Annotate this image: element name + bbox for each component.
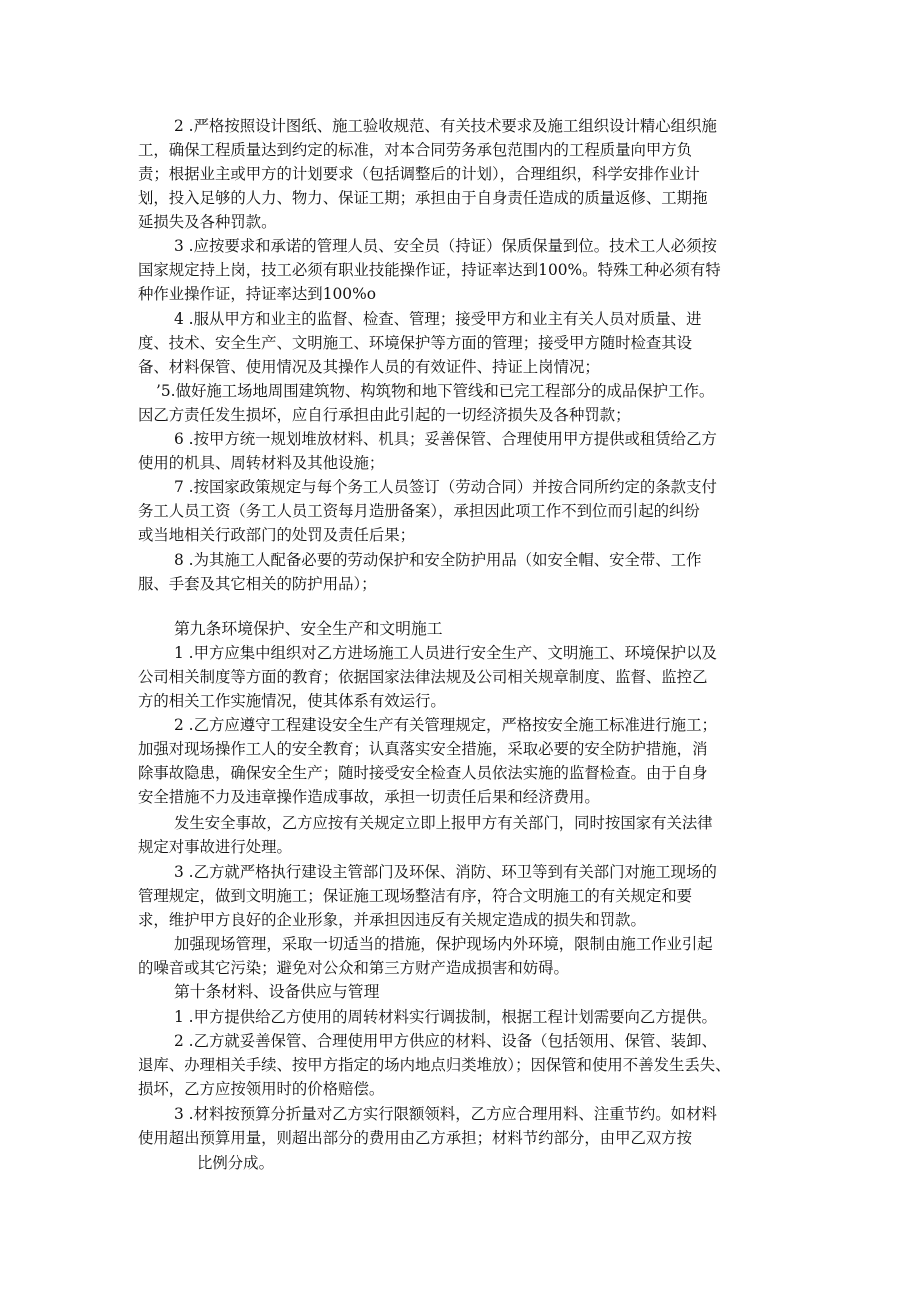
clause-9-closing-line-2: 的噪音或其它污染；避免对公众和第三方财产造成损害和妨碍。: [138, 959, 569, 977]
clause-10-item-1-line-1: 1 .甲方提供给乙方使用的周转材料实行调拔制，根据工程计划需要向乙方提供。: [174, 1008, 717, 1026]
clause-10-item-2-line-1: 2 .乙方就妥善保管、合理使用甲方供应的材料、设备（包括领用、保管、装卸、: [174, 1032, 717, 1050]
clause-9-item-1-line-2: 公司相关制度等方面的教育；依据国家法律法规及公司相关规章制度、监督、监控乙: [138, 668, 708, 686]
clause-9-item-2-line-1: 2 .乙方应遵守工程建设安全生产有关管理规定，严格按安全施工标准进行施工；: [174, 716, 717, 734]
clause-9-item-3-line-3: 求，维护甲方良好的企业形象，并承担因违反有关规定造成的损失和罚款。: [138, 911, 646, 929]
clause-8-item-6-line-1: 6 .按甲方统一规划堆放材料、机具；妥善保管、合理使用甲方提供或租赁给乙方: [174, 430, 717, 448]
clause-10-item-3-line-2: 使用超出预算用量，则超出部分的费用由乙方承担；材料节约部分，由甲乙双方按: [138, 1129, 693, 1147]
clause-9-item-1-line-1: 1 .甲方应集中组织对乙方进场施工人员进行安全生产、文明施工、环境保护以及: [174, 644, 717, 662]
clause-9-closing-line-1: 加强现场管理，采取一切适当的措施，保护现场内外环境，限制由施工作业引起: [174, 935, 713, 953]
clause-8-item-2-line-4: 划，投入足够的人力、物力、保证工期；承担由于自身责任造成的质量返修、工期拖: [138, 189, 708, 207]
clause-8-item-4-line-3: 备、材料保管、使用情况及其操作人员的有效证件、持证上岗情况；: [138, 358, 600, 376]
clause-10-item-3-line-3: 比例分成。: [197, 1154, 274, 1172]
clause-9-paragraph-line-2: 规定对事故进行处理。: [138, 838, 292, 856]
clause-8-item-4-line-1: 4 .服从甲方和业主的监督、检查、管理；接受甲方和业主有关人员对质量、进: [174, 310, 702, 328]
clause-8-item-6-line-2: 使用的机具、周转材料及其他设施；: [138, 454, 385, 472]
clause-8-item-5-line-2: 因乙方责任发生损坏，应自行承担由此引起的一切经济损失及各种罚款；: [138, 406, 631, 424]
clause-8-item-3-line-2: 国家规定持上岗，技工必须有职业技能操作证，持证率达到100%。特殊工种必须有特: [138, 261, 721, 279]
clause-10-heading: 第十条材料、设备供应与管理: [174, 982, 380, 1001]
clause-9-paragraph-line-1: 发生安全事故，乙方应按有关规定立即上报甲方有关部门，同时按国家有关法律: [174, 814, 713, 832]
clause-8-item-7-line-1: 7 .按国家政策规定与每个务工人员签订（劳动合同）并按合同所约定的条款支付: [174, 478, 717, 496]
clause-8-item-2-line-3: 责；根据业主或甲方的计划要求（包括调整后的计划），合理组织，科学安排作业计: [138, 165, 700, 183]
clause-8-item-2-line-5: 延损失及各种罚款。: [138, 213, 277, 231]
clause-8-item-2-line-2: 工，确保工程质量达到约定的标准，对本合同劳务承包范围内的工程质量向甲方负: [138, 141, 693, 159]
clause-8-item-3-line-1: 3 .应按要求和承诺的管理人员、安全员（持证）保质保量到位。技术工人必须按: [174, 237, 717, 255]
clause-10-item-2-line-2: 退库、办理相关手续、按甲方指定的场内地点归类堆放）；因保管和使用不善发生丢失、: [138, 1056, 731, 1074]
clause-9-item-2-line-4: 安全措施不力及违章操作造成事故，承担一切责任后果和经济费用。: [138, 788, 600, 806]
clause-10-item-3-line-1: 3 .材料按预算分折量对乙方实行限额领料，乙方应合理用料、注重节约。如材料: [174, 1105, 717, 1123]
clause-8-item-5-line-1: ’5.做好施工场地周围建筑物、构筑物和地下管线和已完工程部分的成品保护工作。: [156, 382, 715, 400]
clause-8-item-4-line-2: 度、技术、安全生产、文明施工、环境保护等方面的管理；接受甲方随时检查其设: [138, 334, 693, 352]
clause-9-item-3-line-1: 3 .乙方就严格执行建设主管部门及环保、消防、环卫等到有关部门对施工现场的: [174, 863, 717, 881]
clause-9-item-3-line-2: 管理规定，做到文明施工；保证施工现场整洁有序，符合文明施工的有关规定和要: [138, 887, 693, 905]
clause-9-item-2-line-3: 除事故隐患，确保安全生产；随时接受安全检查人员依法实施的监督检查。由于自身: [138, 764, 708, 782]
clause-9-item-2-line-2: 加强对现场操作工人的安全教育；认真落实安全措施，采取必要的安全防护措施，消: [138, 740, 708, 758]
clause-9-item-1-line-3: 方的相关工作实施情况，使其体系有效运行。: [138, 692, 446, 710]
clause-10-item-2-line-3: 损坏，乙方应按领用时的价格赔偿。: [138, 1080, 385, 1098]
clause-8-item-2-line-1: 2 .严格按照设计图纸、施工验收规范、有关技术要求及施工组织设计精心组织施: [174, 117, 717, 135]
clause-8-item-3-line-3: 种作业操作证，持证率达到100%o: [138, 285, 376, 303]
clause-8-item-8-line-1: 8 .为其施工人配备必要的劳动保护和安全防护用品（如安全帽、安全带、工作: [174, 551, 702, 569]
clause-8-item-7-line-3: 或当地相关行政部门的处罚及责任后果；: [138, 526, 416, 544]
clause-8-item-8-line-2: 服、手套及其它相关的防护用品）；: [138, 575, 377, 593]
clause-9-heading: 第九条环境保护、安全生产和文明施工: [174, 619, 443, 638]
clause-8-item-7-line-2: 务工人员工资（务工人员工资每月造册备案），承担因此项工作不到位而引起的纠纷: [138, 502, 700, 520]
